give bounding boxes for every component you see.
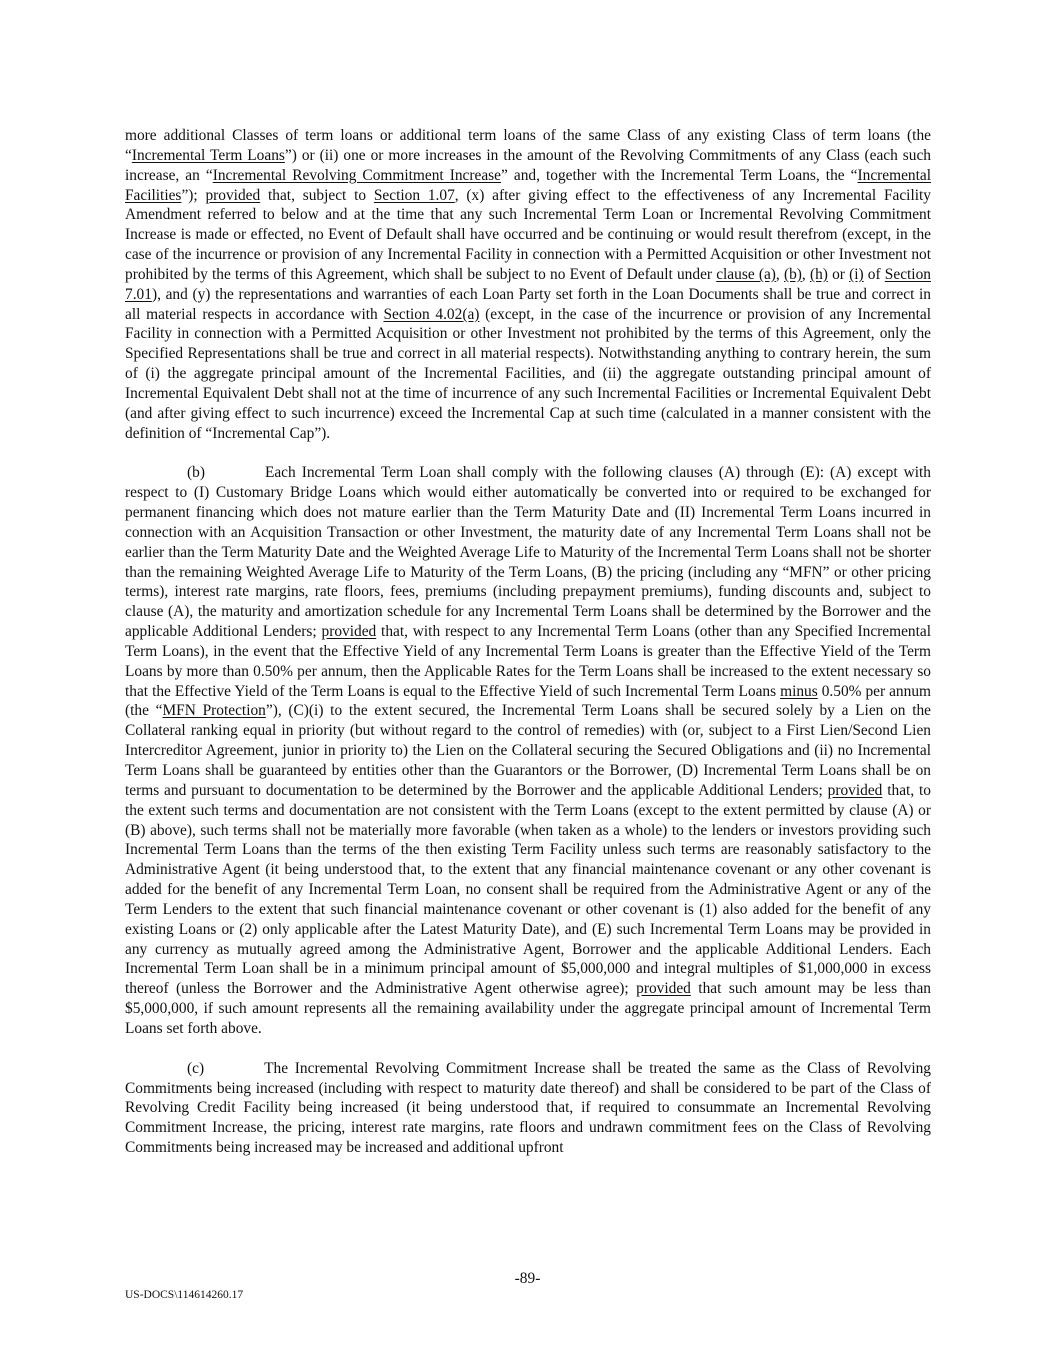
text-run: ), and (y) the representations and warranties of each Loan Party set forth in the Loan Documents shall be true and correct in all material respects in accordance with (125, 285, 931, 323)
body-text (125, 126, 931, 1158)
paragraph-b (125, 463, 931, 1038)
text-run: ” and, together with the Incremental Term Loans, the “ (500, 166, 858, 184)
text-run: ”); (181, 186, 206, 204)
text-run: ”), (C)(i) to the extent secured, the Incremental Term Loans shall be secured solely by a Lien on the Collateral ranking equal in priority (but without regard to the control of remedies) with (or, subject to a First Lien/Second Lien Intercreditor Agreement, junior in priority to) the Lien on the Collateral securing the Secured Obligations and (ii) no Incremental Term Loans shall be guaranteed by entities other than the Guarantors or the Borrower, (D) Incremental Term Loans shall be on terms and pursuant to documentation to be determined by the Borrower and the applicable Additional Lenders; (125, 702, 932, 799)
text-run: Each Incremental Term Loan shall comply with the following clauses (A) through (E): (A) except with respect to (I) Customary Bridge Loans which would either automatically be converted into or required to be exchanged for permanent financing which does not mature earlier than the Term Maturity Date and (II) Incremental Term Loans incurred in connection with an Acquisition Transaction or other Investment, the maturity date of any Incremental Term Loans shall not be earlier than the Term Maturity Date and the Weighted Average Life to Maturity of the Incremental Term Loans shall not be shorter than the remaining Weighted Average Life to Maturity of the Term Loans, (B) the pricing (including any “MFN” or other pricing terms), interest rate margins, rate floors, fees, premiums (including prepayment premiums), funding discounts and, subject to clause (A), the maturity and amortization schedule for any Incremental Term Loans shall be determined by the Borrower and the applicable Additional Lenders; (125, 464, 931, 641)
text-run: (except, in the case of the incurrence or provision of any Incremental Facility in connection with a Permitted Acquisition or other Investment not prohibited by the terms of this Agreement, only the Specified Representations shall be true and correct in all material respects). Notwithstanding anything to contrary herein, the sum of (i) the aggregate principal amount of the Incremental Facilities, and (ii) the aggregate outstanding principal amount of Incremental Equivalent Debt shall not at the time of incurrence of any such Incremental Facilities or Incremental Equivalent Debt (and after giving effect to such incurrence) exceed the Incremental Cap at such time (calculated in a manner consistent with the definition of “Incremental Cap”). (125, 305, 931, 442)
text-run: that, to the extent such terms and documentation are not consistent with the Term Loans (except to the extent permitted by clause (A) or (B) above), such terms shall not be materially more favorable (when taken as a whole) to the lenders or investors providing such Incremental Term Loans than the terms of the then existing Term Facility unless such terms are reasonably satisfactory to the Administrative Agent (it being understood that, to the extent that any financial maintenance covenant or any other covenant is added for the benefit of any Incremental Term Loan, no consent shall be required from the Administrative Agent or any of the Term Lenders to the extent that such financial maintenance covenant or other covenant is (1) also added for the benefit of any existing Loans or (2) only applicable after the Latest Maturity Date), and (E) such Incremental Term Loans may be provided in any currency as mutually agreed among the Administrative Agent, Borrower and the applicable Additional Lenders. Each Incremental Term Loan shall be in a minimum principal amount of $5,000,000 and integral multiples of $1,000,000 in excess thereof (unless the Borrower and the Administrative Agent otherwise agree); (125, 781, 931, 998)
text-run: 0.50% per annum (the “ (125, 682, 931, 720)
document-id: US-DOCS\114614260.17 (125, 1289, 244, 1301)
text-run: , (x) after giving effect to the effectiveness of any Incremental Facility Amendment referred to below and at the time that any such Incremental Term Loan or Incremental Revolving Commitment Increase is made or effected, no Event of Default shall have occurred and be continuing or would result therefrom (except, in the case of the incurrence or provision of any Incremental Facility in connection with a Permitted Acquisition or other Investment not prohibited by the terms of this Agreement, which shall be subject to no Event of Default under (125, 186, 931, 283)
underlined-term: Incremental Term Loans (131, 146, 285, 164)
underlined-term: provided (321, 623, 377, 641)
paragraph-c (125, 1059, 931, 1158)
underlined-term: Section 1.07 (373, 186, 455, 204)
underlined-term: provided (205, 186, 261, 204)
underlined-term: clause (a) (716, 265, 776, 283)
text-run: , (775, 265, 784, 283)
underlined-term: (h) (809, 265, 828, 283)
text-run: , (801, 265, 810, 283)
underlined-term: (b) (783, 265, 802, 283)
paragraph-b-label: (b) (187, 464, 205, 482)
text-run: more additional Classes of term loans or additional term loans of the same Class of any existing Class of term loans (the “ (125, 127, 931, 164)
text-run: of (863, 265, 885, 283)
page-number: -89- (514, 1270, 541, 1287)
underlined-term: Section 4.02(a) (383, 305, 480, 323)
underlined-term: Section 7.01 (125, 265, 931, 303)
underlined-term: Incremental Facilities (125, 166, 931, 204)
underlined-term: (i) (849, 265, 864, 283)
underlined-term: provided (636, 980, 691, 998)
underlined-term: minus (780, 682, 818, 700)
text-run: that such amount may be less than $5,000,000, if such amount represents all the remaining availability under the aggregate principal amount of Incremental Term Loans set forth above. (125, 980, 931, 1037)
text-run: that, with respect to any Incremental Term Loans (other than any Specified Incremental Term Loans), in the event that the Effective Yield of any Incremental Term Loans is greater than the Effective Yield of the Term Loans by more than 0.50% per annum, then the Applicable Rates for the Term Loans shall be increased to the extent necessary so that the Effective Yield of the Term Loans is equal to the Effective Yield of such Incremental Term Loans (125, 623, 932, 700)
text-run: The Incremental Revolving Commitment Increase shall be treated the same as the Class of Revolving Commitments being increased (including with respect to maturity date thereof) and shall be considered to be part of the Class of Revolving Credit Facility being increased (it being understood that, if required to consummate an Incremental Revolving Commitment Increase, the pricing, interest rate margins, rate floors and undrawn commitment fees on the Class of Revolving Commitments being increased may be increased and additional upfront (125, 1059, 931, 1157)
text-run: that, subject to (260, 186, 374, 204)
paragraph-a-continued (125, 126, 931, 444)
underlined-term: Incremental Revolving Commitment Increase (212, 166, 501, 184)
text-run: ”) or (ii) one or more increases in the amount of the Revolving Commitments of any Class (each such increase, an “ (125, 146, 931, 184)
text-run: or (827, 265, 850, 283)
underlined-term: provided (827, 781, 883, 799)
paragraph-c-label: (c) (187, 1059, 205, 1077)
underlined-term: MFN Protection (162, 702, 266, 720)
